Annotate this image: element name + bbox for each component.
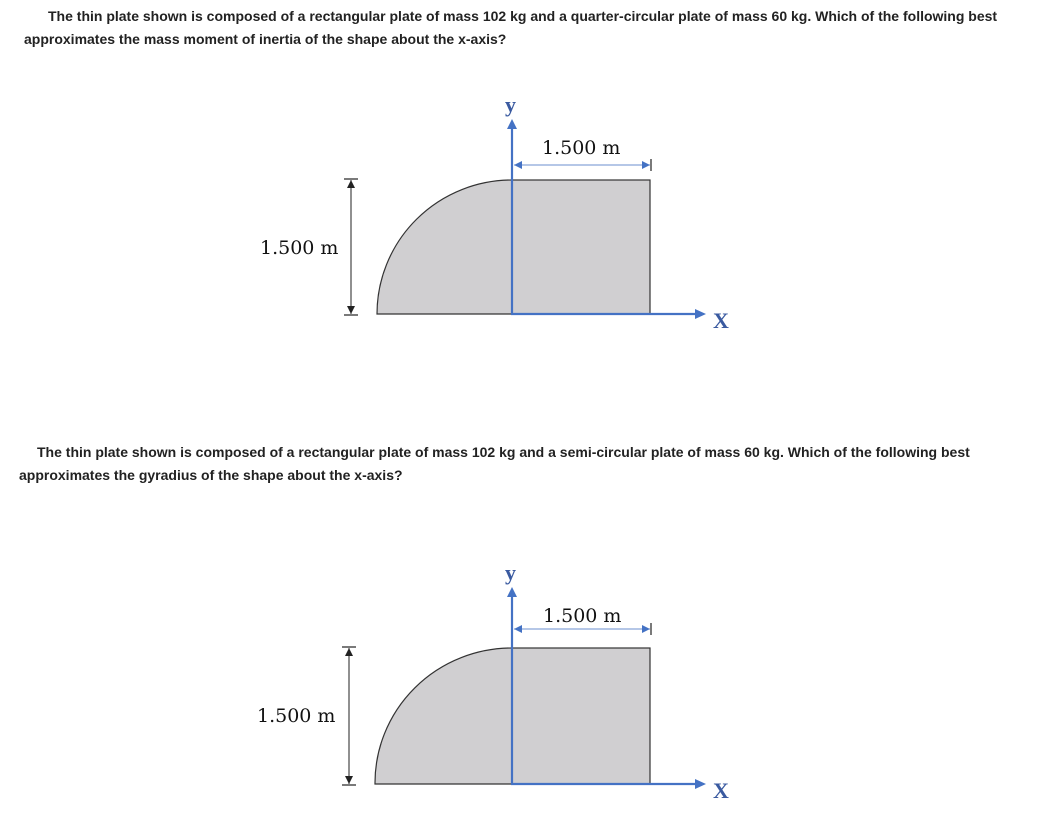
y-axis-label: y xyxy=(505,560,516,585)
side-dimension-arrow-top xyxy=(347,180,355,188)
question-1-figure xyxy=(0,88,1055,348)
x-axis-label: X xyxy=(713,778,729,803)
x-axis-label: X xyxy=(713,308,729,333)
side-dimension-label: 1.500 m xyxy=(260,237,339,259)
plate-diagram-2 xyxy=(0,556,1055,816)
quarter-circle-plate xyxy=(377,180,512,314)
top-dimension-label: 1.500 m xyxy=(543,605,622,627)
x-axis-arrowhead xyxy=(695,779,706,789)
question-1-body: The thin plate shown is composed of a rectangular plate of mass 102 kg and a quarter-circular plate of mass 60 kg. Which of the following best approximates the mass moment of inertia of the shape about the x-axis? xyxy=(24,8,998,47)
side-dimension-arrow-top xyxy=(345,648,353,656)
x-axis-arrowhead xyxy=(695,309,706,319)
top-dimension-label: 1.500 m xyxy=(542,137,621,159)
top-dimension-arrow-left xyxy=(514,161,522,169)
top-dimension-arrow-right xyxy=(642,625,650,633)
y-axis-arrowhead xyxy=(507,587,517,597)
question-1-text xyxy=(24,5,1034,51)
plate-diagram-1 xyxy=(0,88,1055,348)
side-dimension-label: 1.500 m xyxy=(257,705,336,727)
y-axis-label: y xyxy=(505,92,516,117)
question-2-body: The thin plate shown is composed of a rectangular plate of mass 102 kg and a semi-circular plate of mass 60 kg. Which of the following best approximates the gyradius of the shape about the x-axis? xyxy=(19,444,970,483)
top-dimension-arrow-right xyxy=(642,161,650,169)
side-dimension-arrow-bottom xyxy=(345,776,353,784)
quarter-circle-plate xyxy=(375,648,512,784)
y-axis-arrowhead xyxy=(507,119,517,129)
rectangular-plate xyxy=(512,180,650,314)
side-dimension-arrow-bottom xyxy=(347,306,355,314)
rectangular-plate xyxy=(512,648,650,784)
top-dimension-arrow-left xyxy=(514,625,522,633)
question-2-figure xyxy=(0,556,1055,816)
question-2-text xyxy=(19,441,1029,487)
